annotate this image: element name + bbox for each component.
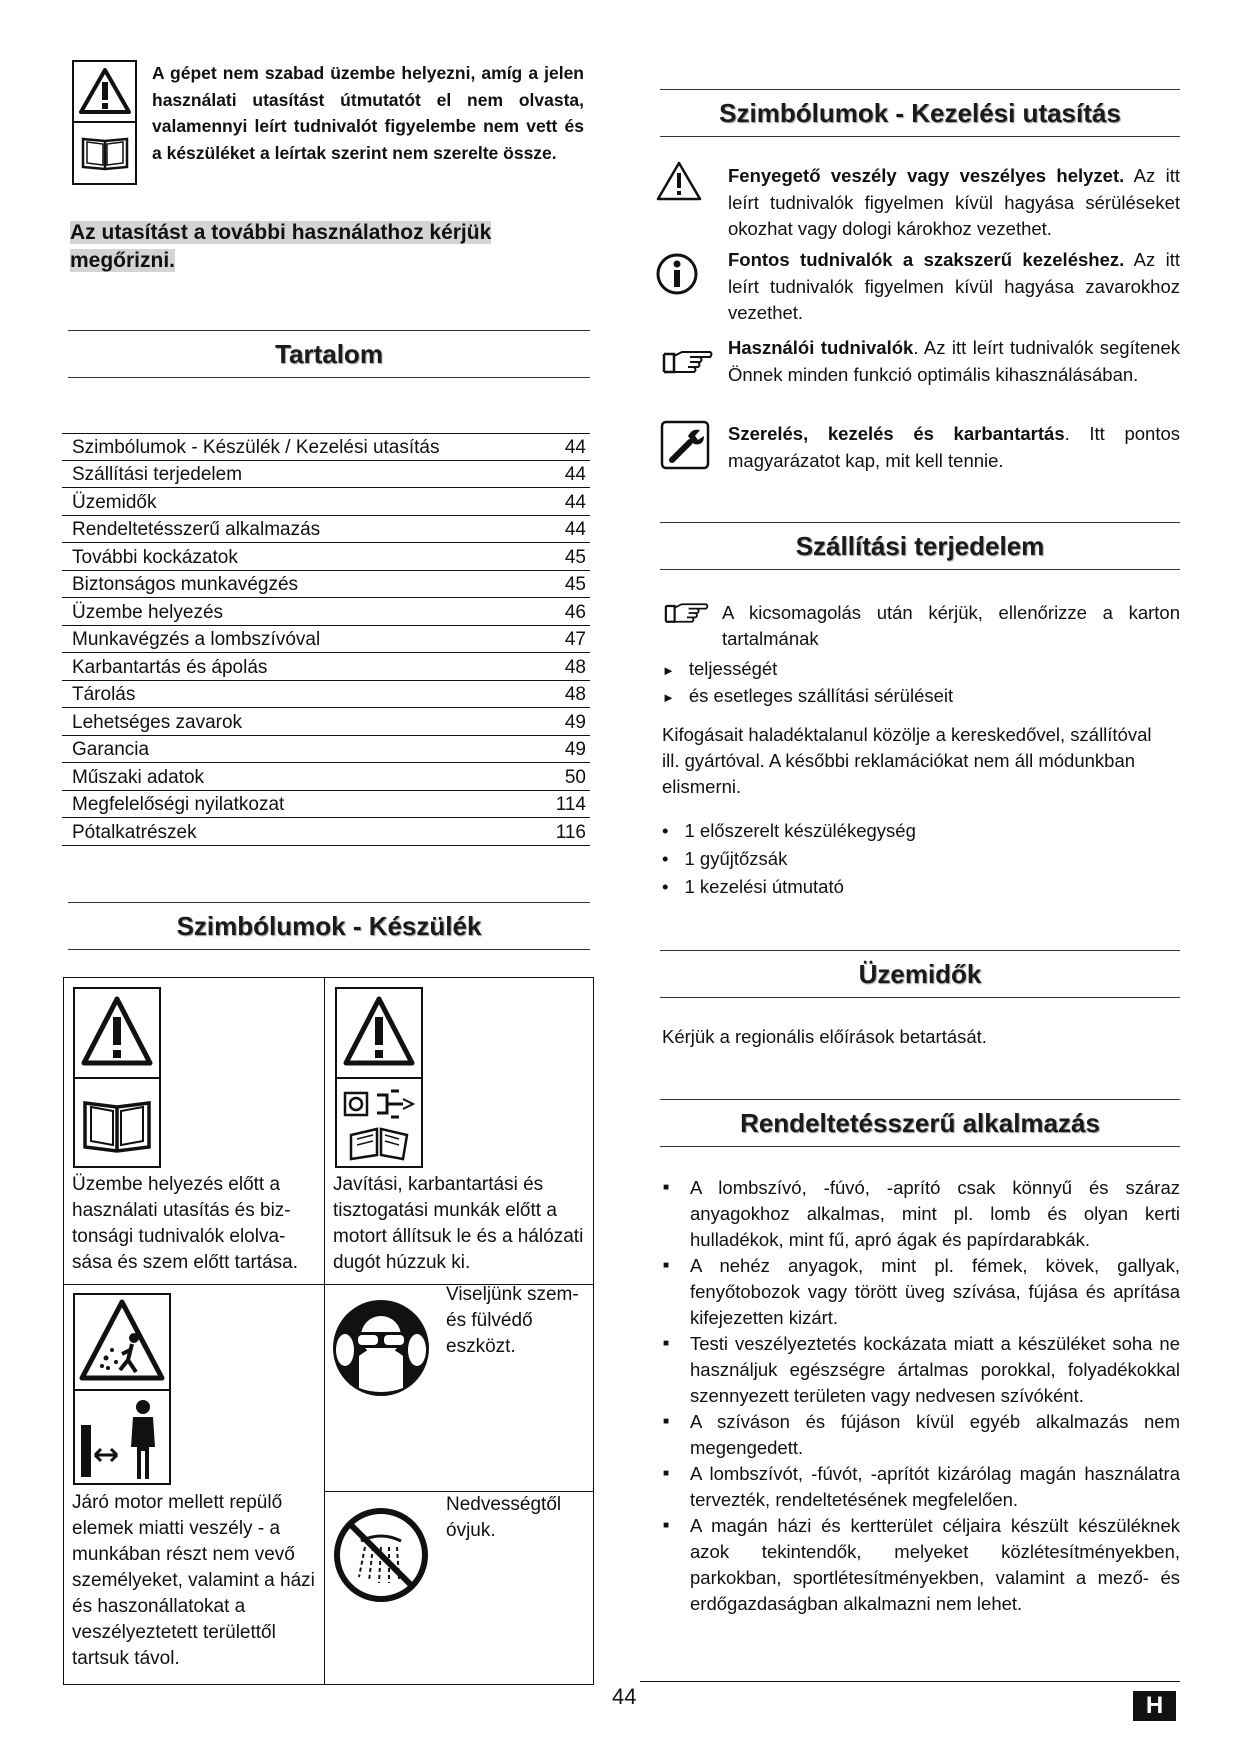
toc-label: Lehetséges zavarok <box>72 711 243 733</box>
toc-row[interactable] <box>62 516 590 544</box>
toc-page: 47 <box>564 629 586 650</box>
toc-row[interactable] <box>62 791 590 819</box>
open-book-icon <box>347 1123 411 1161</box>
toc-row[interactable] <box>62 653 590 681</box>
warning-triangle-icon <box>79 67 131 115</box>
flying-debris-warning-icon <box>78 1298 166 1384</box>
toc-row[interactable] <box>62 818 590 846</box>
toc-label: Műszaki adatok <box>72 766 205 788</box>
delivery-complaint: Kifogásait haladéktalanul közölje a kereskedővel, szállítóval ill. gyártóval. A későbbi reklamációkat nem áll módunkban elismerni. <box>662 724 1152 797</box>
toc-label: Munkavégzés a lombszívóval <box>72 629 321 650</box>
toc-label: További kockázatok <box>72 546 238 568</box>
operating-times-text: Kérjük a regionális előírások betartását. <box>662 1026 987 1047</box>
list-item: • 1 előszerelt készülékegység <box>662 820 916 841</box>
toc-row[interactable] <box>62 708 590 736</box>
list-item: • 1 kezelési útmutató <box>662 876 844 897</box>
toc-page: 48 <box>564 684 586 705</box>
toc-page: 114 <box>555 794 586 815</box>
toc-label: Szimbólumok - Készülék / Kezelési utasítás <box>72 436 440 458</box>
list-item: ■ A lombszívót, -fúvót, -aprítót kizárólag magán használatra tervezték, rendeltetésének megfelelően. <box>660 1461 1180 1513</box>
symbol-text-debris: Járó motor mellett repülő elemek miatti veszély - a munkában részt nem vevő személyeket, valamint a házi és haszonállatokat a veszélyeztetett területtől tartsuk távol. <box>72 1492 315 1669</box>
footer-divider <box>640 1681 1180 1682</box>
symbol-assembly-text: Szerelés, kezelés és karbantartás. Itt pontos magyarázatot kap, mit kell tennie. <box>728 423 1180 471</box>
danger-triangle-icon <box>655 160 703 202</box>
symbol-text-protection: Viseljünk szem- és fülvédő eszközt. <box>446 1284 579 1357</box>
symbols-manual-heading: Szimbólumok - Kezelési utasítás <box>660 89 1180 137</box>
warning-read-manual-icons <box>72 60 137 185</box>
arrow-bullet-icon: ► <box>662 663 675 678</box>
toc-page: 48 <box>564 656 586 678</box>
symbol-text-read-manual: Üzembe helyezés előtt a használati utasítás és biz-tonsági tudnivalók elolva-sása és szem előtt tartása. <box>72 1174 298 1273</box>
toc-label: Megfelelőségi nyilatkozat <box>72 794 285 815</box>
intended-use-heading: Rendeltetésszerű alkalmazás <box>660 1099 1180 1147</box>
symbol-danger-text: Fenyegető veszély vagy veszélyes helyzet. Az itt leírt tudnivalók figyelmen kívül hagyása sérüléseket okozhat vagy dologi károkhoz vezethet. <box>728 165 1180 239</box>
pointing-hand-icon <box>662 599 710 627</box>
toc-row[interactable] <box>62 681 590 709</box>
symbol-text-maintenance: Javítási, karbantartási és tisztogatási munkák előtt a motort állítsuk le és a hálózati dugót húzzuk ki. <box>333 1174 584 1273</box>
toc-label: Rendeltetésszerű alkalmazás <box>72 519 321 540</box>
symbol-user-tips-text: Használói tudnivalók. Az itt leírt tudnivalók segítenek Önnek minden funkció optimális kihasználásában. <box>728 337 1180 385</box>
toc-row[interactable] <box>62 433 590 461</box>
no-rain-icon <box>331 1505 431 1605</box>
toc-row[interactable] <box>62 571 590 599</box>
warning-read-manual-symbol <box>73 987 161 1168</box>
toc-label: Üzembe helyezés <box>72 601 224 623</box>
symbol-text-no-moisture: Nedvességtől óvjuk. <box>446 1494 562 1541</box>
arrow-bullet-icon: ► <box>662 690 675 705</box>
keep-distance-icon <box>79 1395 167 1483</box>
intended-use-list <box>660 1175 1180 1617</box>
wrench-icon <box>660 420 710 470</box>
toc-label: Karbantartás és ápolás <box>72 656 268 678</box>
toc-label: Tárolás <box>72 684 136 705</box>
toc-page: 49 <box>564 739 586 760</box>
operating-times-heading: Üzemidők <box>660 950 1180 998</box>
toc-page: 45 <box>564 546 586 568</box>
toc-label: Garancia <box>72 739 150 760</box>
toc-row[interactable] <box>62 626 590 654</box>
symbols-device-heading: Szimbólumok - Készülék <box>68 902 590 950</box>
toc-row[interactable] <box>62 461 590 489</box>
keep-manual-note: Az utasítást a további használathoz kérjük megőrizni. <box>70 221 492 272</box>
pointing-hand-icon <box>660 346 714 378</box>
toc-label: Biztonságos munkavégzés <box>72 574 299 595</box>
list-item: ■ A lombszívó, -fúvó, -aprító csak könnyű és száraz anyagokhoz alkalmas, mint pl. lomb és olyan kerti hulladékok, mint fű, apró ágak és papírdarabkák. <box>660 1175 1180 1253</box>
list-item: ■ A magán házi és kertterület céljaira készült készüléknek azok tekintendők, melyeket közlétesítményekben, parkokban, sportlétesítményekben, valamint a mező- és erdőgazdaságban alkalmazni nem lehet. <box>660 1513 1180 1617</box>
toc-heading: Tartalom <box>68 330 590 378</box>
toc-page: 44 <box>564 519 586 540</box>
toc-label: Üzemidők <box>72 491 157 513</box>
toc-row[interactable] <box>62 763 590 791</box>
list-item: ► teljességét <box>662 658 778 679</box>
intro-warning-text: A gépet nem szabad üzembe helyezni, amíg a jelen használati utasítást útmutatót el nem olvasta, valamennyi leírt tudnivalót figyelembe nem vett és a készüléket a leírtak szerint nem szerelte össze. <box>152 63 584 163</box>
toc-label: Pótalkatrészek <box>72 821 197 843</box>
toc-label: Szállítási terjedelem <box>72 464 243 485</box>
debris-distance-symbol <box>73 1293 171 1485</box>
table-of-contents <box>62 433 590 846</box>
delivery-intro: A kicsomagolás után kérjük, ellenőrizze a karton tartalmának <box>722 602 1180 649</box>
toc-page: 49 <box>564 711 586 733</box>
language-badge: H <box>1133 1691 1176 1721</box>
toc-row[interactable] <box>62 598 590 626</box>
unplug-icon <box>343 1087 417 1119</box>
info-circle-icon <box>655 252 699 296</box>
toc-page: 44 <box>564 436 586 458</box>
toc-page: 46 <box>564 601 586 623</box>
toc-page: 116 <box>555 821 586 843</box>
toc-page: 44 <box>564 464 586 485</box>
open-book-icon <box>80 133 130 173</box>
toc-page: 44 <box>564 491 586 513</box>
list-item: • 1 gyűjtőzsák <box>662 848 788 869</box>
list-item: ■ A szíváson és fújáson kívül egyéb alkalmazás nem megengedett. <box>660 1409 1180 1461</box>
toc-page: 50 <box>564 766 586 788</box>
list-item: ■ A nehéz anyagok, mint pl. fémek, kövek, gallyak, fenyőtobozok vagy törött üveg szívása, fújása és aprítása kifejezetten kizárt. <box>660 1253 1180 1331</box>
warning-triangle-icon <box>343 995 415 1069</box>
toc-row[interactable] <box>62 736 590 764</box>
page-number: 44 <box>612 1684 637 1709</box>
list-item: ► és esetleges szállítási sérüléseit <box>662 685 954 706</box>
delivery-heading: Szállítási terjedelem <box>660 522 1180 570</box>
toc-page: 45 <box>564 574 586 595</box>
warning-maintenance-symbol <box>335 987 423 1168</box>
eye-ear-protection-icon <box>331 1298 431 1398</box>
symbols-device-grid <box>63 977 594 1685</box>
toc-row[interactable] <box>62 543 590 571</box>
toc-row[interactable] <box>62 488 590 516</box>
symbol-info-text: Fontos tudnivalók a szakszerű kezeléshez. Az itt leírt tudnivalók figyelmen kívül hagyása zavarokhoz vezethet. <box>728 249 1180 323</box>
warning-triangle-icon <box>81 995 153 1069</box>
open-book-icon <box>81 1093 153 1155</box>
list-item: ■ Testi veszélyeztetés kockázata miatt a készüléket soha ne használjuk egészségre ártalmas porokkal, folyadékokkal szennyezett területen vagy nedvesen szívóként. <box>660 1331 1180 1409</box>
